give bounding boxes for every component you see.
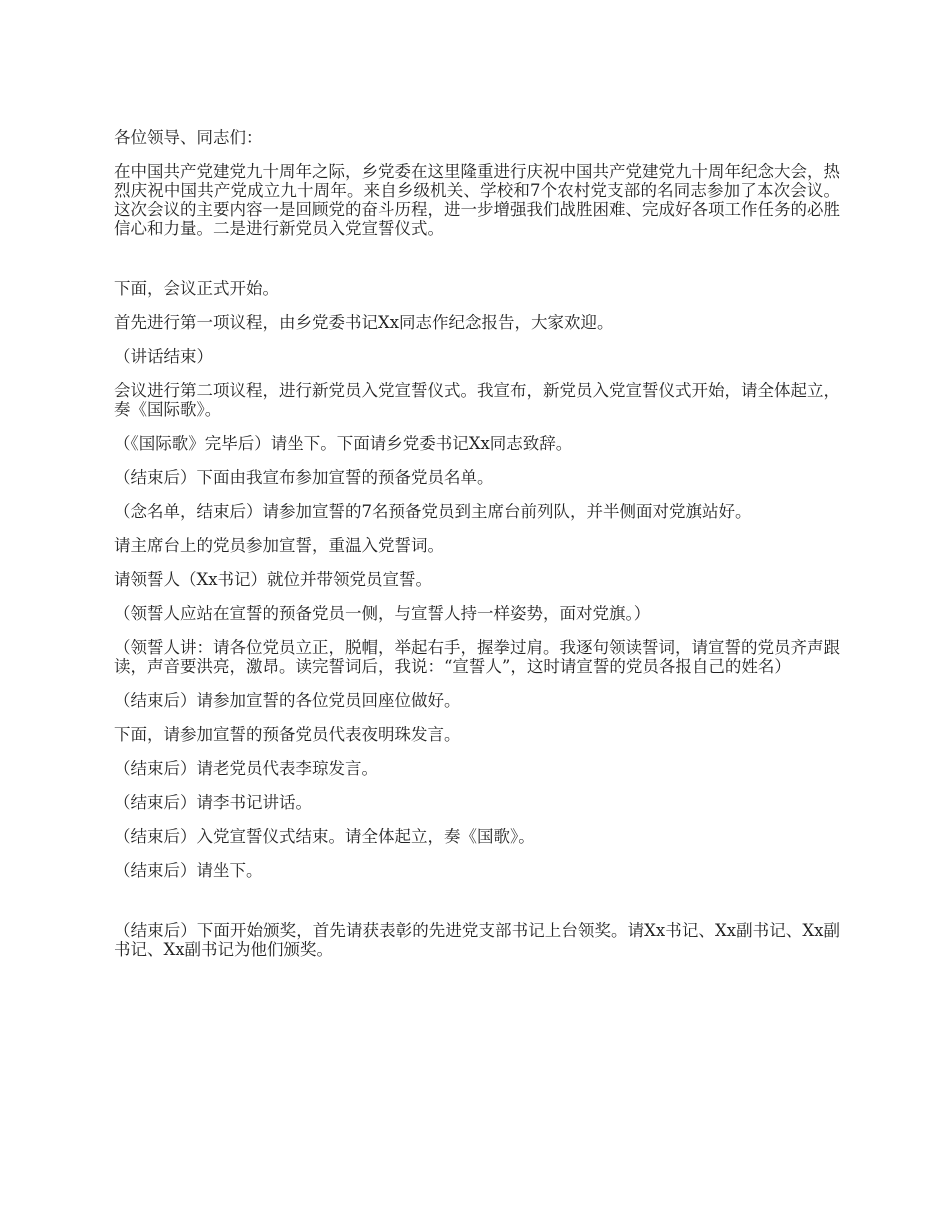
paragraph: （结束后）请参加宣誓的各位党员回座位做好。	[114, 691, 461, 710]
closing-paragraph: （结束后）下面开始颁奖，首先请获表彰的先进党支部书记上台领奖。请Xx书记、Xx副书记、Xx副书记、Xx副书记为他们颁奖。	[114, 921, 840, 959]
paragraph: （领誓人应站在宣誓的预备党员一侧，与宣誓人持一样姿势，面对党旗。）	[114, 604, 651, 623]
paragraph: （结束后）请老党员代表李琼发言。	[114, 759, 378, 778]
spacer	[114, 895, 840, 921]
paragraph: （领誓人讲：请各位党员立正，脱帽，举起右手，握拳过肩。我逐句领读誓词，请宣誓的党员齐声跟读，声音要洪亮，激昂。读完誓词后，我说：“宣誓人”，这时请宣誓的党员各报自己的姓名）	[114, 638, 840, 676]
paragraph: 下面，会议正式开始。	[114, 279, 279, 298]
paragraph: （结束后）请李书记讲话。	[114, 793, 312, 812]
paragraph: （结束后）请坐下。	[114, 861, 263, 880]
intro-paragraph: 在中国共产党建党九十周年之际，乡党委在这里隆重进行庆祝中国共产党建党九十周年纪念大会，热烈庆祝中国共产党成立九十周年。来自乡级机关、学校和7个农村党支部的名同志参加了本次会议。这次会议的主要内容一是回顾党的奋斗历程，进一步增强我们战胜困难、完成好各项工作任务的必胜信心和力量。二是进行新党员入党宣誓仪式。	[114, 162, 840, 238]
salutation: 各位领导、同志们：	[114, 128, 263, 147]
paragraph: 会议进行第二项议程，进行新党员入党宣誓仪式。我宣布，新党员入党宣誓仪式开始，请全体起立，奏《国际歌》。	[114, 381, 840, 419]
paragraph: （讲话结束）	[114, 347, 213, 366]
paragraph: 请主席台上的党员参加宣誓，重温入党誓词。	[114, 536, 444, 555]
paragraph: 请领誓人（Xx书记）就位并带领党员宣誓。	[114, 570, 433, 589]
paragraph: 首先进行第一项议程，由乡党委书记Xx同志作纪念报告，大家欢迎。	[114, 313, 614, 332]
paragraph: 下面，请参加宣誓的预备党员代表夜明珠发言。	[114, 725, 461, 744]
paragraph: （结束后）入党宣誓仪式结束。请全体起立，奏《国歌》。	[114, 827, 535, 846]
paragraph: （结束后）下面由我宣布参加宣誓的预备党员名单。	[114, 468, 494, 487]
spacer	[114, 253, 840, 279]
paragraph: （念名单，结束后）请参加宣誓的7名预备党员到主席台前列队，并半侧面对党旗站好。	[114, 502, 752, 521]
paragraph: （《国际歌》完毕后）请坐下。下面请乡党委书记Xx同志致辞。	[114, 434, 573, 453]
